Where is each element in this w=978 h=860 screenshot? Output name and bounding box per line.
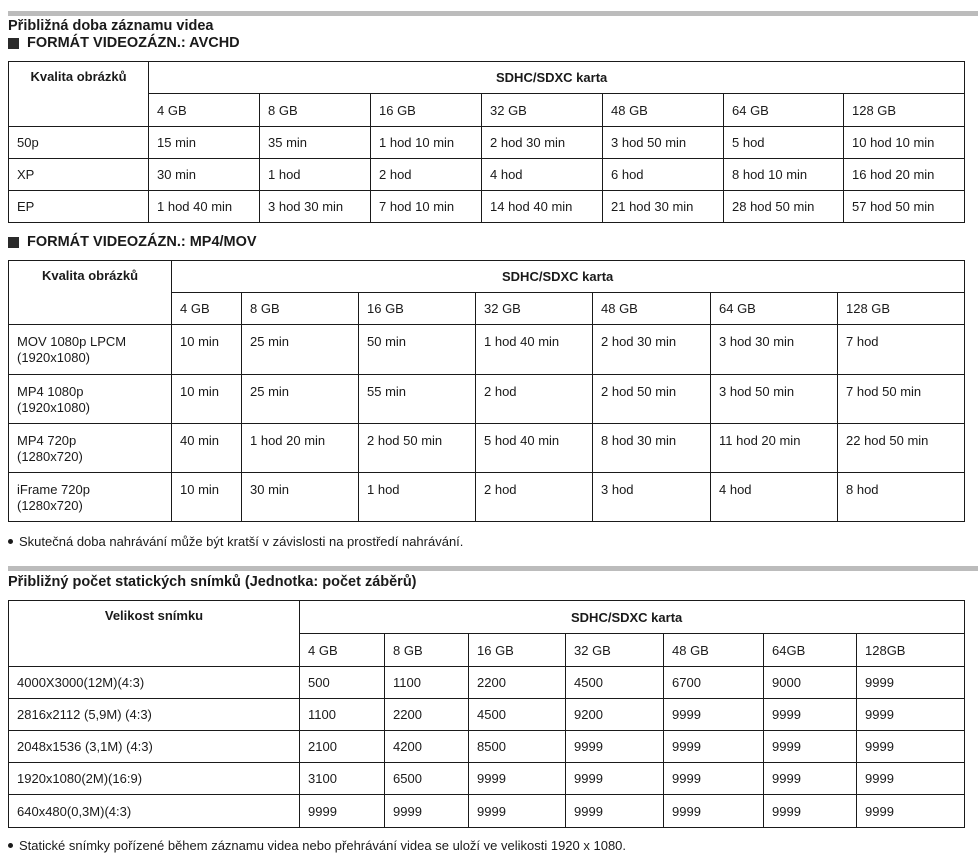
table-cell: 9999 [764, 731, 857, 763]
table-cell: 4500 [469, 699, 566, 731]
capacity-header: 48 GB [593, 293, 711, 325]
table-cell: 30 min [149, 159, 260, 191]
table-cell: 22 hod 50 min [838, 424, 965, 473]
row-name: MP4 720p [17, 433, 77, 448]
table-cell: 3 hod [593, 473, 711, 522]
table-cell: 9000 [764, 667, 857, 699]
capacity-header: 64 GB [711, 293, 838, 325]
card-header: SDHC/SDXC karta [300, 601, 965, 634]
table-cell: 2200 [469, 667, 566, 699]
table-cell: 9999 [566, 795, 664, 828]
table-cell: 3 hod 50 min [603, 127, 724, 159]
capacity-header: 128 GB [838, 293, 965, 325]
table-cell: 9200 [566, 699, 664, 731]
table-cell: 2 hod [476, 473, 593, 522]
capacity-header: 4 GB [300, 634, 385, 667]
table-cell: 6700 [664, 667, 764, 699]
table-cell: 9999 [469, 795, 566, 828]
avchd-table [8, 61, 965, 223]
table-cell: 2 hod [371, 159, 482, 191]
card-header: SDHC/SDXC karta [172, 261, 965, 293]
capacity-header: 8 GB [242, 293, 359, 325]
capacity-header: 4 GB [172, 293, 242, 325]
table-row [9, 795, 965, 828]
table-cell: 2200 [385, 699, 469, 731]
table-cell: 9999 [764, 699, 857, 731]
row-label: 2816x2112 (5,9M) (4:3) [9, 699, 300, 731]
photo-table [8, 600, 965, 828]
capacity-header: 32 GB [482, 94, 603, 127]
table-cell: 35 min [260, 127, 371, 159]
video-note-text: Skutečná doba nahrávání může být kratší v závislosti na prostředí nahrávání. [19, 534, 464, 549]
row-label: EP [9, 191, 149, 223]
capacity-header: 32 GB [476, 293, 593, 325]
table-cell: 1 hod [260, 159, 371, 191]
table-cell: 9999 [857, 763, 965, 795]
table-cell: 1 hod 40 min [476, 325, 593, 375]
row-resolution: (1920x1080) [17, 400, 90, 415]
mp4mov-heading-text: FORMÁT VIDEOZÁZN.: MP4/MOV [27, 234, 257, 250]
row-label [9, 375, 172, 424]
capacity-header: 64GB [764, 634, 857, 667]
table-cell: 15 min [149, 127, 260, 159]
table-cell: 9999 [664, 699, 764, 731]
capacity-header: 16 GB [469, 634, 566, 667]
table-cell: 50 min [359, 325, 476, 375]
table-row [9, 667, 965, 699]
video-note [8, 534, 463, 549]
table-cell: 25 min [242, 325, 359, 375]
table-cell: 8 hod 30 min [593, 424, 711, 473]
section-divider [8, 11, 978, 16]
table-cell: 2 hod 50 min [593, 375, 711, 424]
table-cell: 9999 [764, 763, 857, 795]
table-cell: 9999 [664, 763, 764, 795]
table-cell: 9999 [300, 795, 385, 828]
photo-section-title: Přibližný počet statických snímků (Jednotka: počet záběrů) [8, 574, 417, 590]
mp4mov-heading [8, 234, 257, 251]
table-row [9, 473, 965, 522]
table-cell: 5 hod 40 min [476, 424, 593, 473]
table-cell: 4 hod [711, 473, 838, 522]
table-cell: 6500 [385, 763, 469, 795]
table-cell: 4500 [566, 667, 664, 699]
table-cell: 4 hod [482, 159, 603, 191]
table-row [9, 763, 965, 795]
table-row [9, 191, 965, 223]
bullet-icon [8, 843, 13, 848]
table-cell: 40 min [172, 424, 242, 473]
photo-note-text: Statické snímky pořízené během záznamu videa nebo přehrávání videa se uloží ve velikosti 1920 x 1080. [19, 838, 627, 853]
capacity-header: 8 GB [260, 94, 371, 127]
table-cell: 7 hod 10 min [371, 191, 482, 223]
table-cell: 9999 [385, 795, 469, 828]
table-cell: 10 min [172, 375, 242, 424]
capacity-header: 128GB [857, 634, 965, 667]
capacity-header: 32 GB [566, 634, 664, 667]
table-cell: 14 hod 40 min [482, 191, 603, 223]
table-cell: 11 hod 20 min [711, 424, 838, 473]
card-header: SDHC/SDXC karta [149, 62, 965, 94]
table-cell: 7 hod [838, 325, 965, 375]
capacity-header: 128 GB [844, 94, 965, 127]
row-label: 50p [9, 127, 149, 159]
row-label: 2048x1536 (3,1M) (4:3) [9, 731, 300, 763]
table-cell: 28 hod 50 min [724, 191, 844, 223]
table-cell: 9999 [764, 795, 857, 828]
capacity-header: 16 GB [359, 293, 476, 325]
row-label: 4000X3000(12M)(4:3) [9, 667, 300, 699]
table-cell: 8500 [469, 731, 566, 763]
avchd-heading-text: FORMÁT VIDEOZÁZN.: AVCHD [27, 35, 240, 51]
table-cell: 9999 [566, 731, 664, 763]
table-cell: 9999 [857, 795, 965, 828]
table-cell: 55 min [359, 375, 476, 424]
table-row [9, 127, 965, 159]
row-label [9, 424, 172, 473]
table-cell: 7 hod 50 min [838, 375, 965, 424]
bullet-icon [8, 539, 13, 544]
table-cell: 25 min [242, 375, 359, 424]
row-label: 1920x1080(2M)(16:9) [9, 763, 300, 795]
table-cell: 16 hod 20 min [844, 159, 965, 191]
table-row [9, 731, 965, 763]
table-cell: 10 hod 10 min [844, 127, 965, 159]
table-row [9, 159, 965, 191]
row-label [9, 325, 172, 375]
mp4mov-table [8, 260, 965, 522]
table-cell: 1 hod 10 min [371, 127, 482, 159]
table-cell: 9999 [857, 731, 965, 763]
table-cell: 4200 [385, 731, 469, 763]
table-cell: 3100 [300, 763, 385, 795]
table-cell: 8 hod 10 min [724, 159, 844, 191]
square-bullet-icon [8, 237, 19, 248]
capacity-header: 16 GB [371, 94, 482, 127]
row-name: iFrame 720p [17, 482, 90, 497]
row-label: XP [9, 159, 149, 191]
table-cell: 2 hod 50 min [359, 424, 476, 473]
avchd-heading [8, 35, 240, 52]
capacity-header: 4 GB [149, 94, 260, 127]
table-cell: 2 hod 30 min [593, 325, 711, 375]
row-resolution: (1280x720) [17, 498, 83, 513]
capacity-header: 64 GB [724, 94, 844, 127]
table-cell: 30 min [242, 473, 359, 522]
table-cell: 2100 [300, 731, 385, 763]
row-label: 640x480(0,3M)(4:3) [9, 795, 300, 828]
row-name: MOV 1080p LPCM [17, 334, 127, 349]
table-cell: 6 hod [603, 159, 724, 191]
table-cell: 2 hod 30 min [482, 127, 603, 159]
table-cell: 500 [300, 667, 385, 699]
quality-header: Kvalita obrázků [9, 62, 149, 127]
quality-header: Kvalita obrázků [9, 261, 172, 325]
table-row [9, 699, 965, 731]
size-header: Velikost snímku [9, 601, 300, 667]
table-cell: 9999 [857, 699, 965, 731]
capacity-header: 48 GB [603, 94, 724, 127]
table-cell: 9999 [857, 667, 965, 699]
table-cell: 1 hod 20 min [242, 424, 359, 473]
table-cell: 1100 [385, 667, 469, 699]
row-label [9, 473, 172, 522]
capacity-header: 48 GB [664, 634, 764, 667]
table-cell: 1 hod 40 min [149, 191, 260, 223]
table-cell: 2 hod [476, 375, 593, 424]
table-cell: 5 hod [724, 127, 844, 159]
table-cell: 21 hod 30 min [603, 191, 724, 223]
row-resolution: (1280x720) [17, 449, 83, 464]
photo-note [8, 838, 626, 853]
table-cell: 1 hod [359, 473, 476, 522]
section-divider [8, 566, 978, 571]
table-cell: 9999 [566, 763, 664, 795]
table-cell: 10 min [172, 473, 242, 522]
table-cell: 10 min [172, 325, 242, 375]
table-row [9, 424, 965, 473]
table-cell: 9999 [664, 731, 764, 763]
table-row [9, 375, 965, 424]
table-cell: 1100 [300, 699, 385, 731]
row-resolution: (1920x1080) [17, 350, 90, 365]
table-cell: 9999 [664, 795, 764, 828]
capacity-header: 8 GB [385, 634, 469, 667]
table-cell: 3 hod 30 min [711, 325, 838, 375]
row-name: MP4 1080p [17, 384, 84, 399]
table-cell: 57 hod 50 min [844, 191, 965, 223]
video-section-title: Přibližná doba záznamu videa [8, 18, 214, 34]
table-cell: 8 hod [838, 473, 965, 522]
table-row [9, 325, 965, 375]
table-cell: 3 hod 50 min [711, 375, 838, 424]
table-cell: 3 hod 30 min [260, 191, 371, 223]
table-cell: 9999 [469, 763, 566, 795]
square-bullet-icon [8, 38, 19, 49]
capacity-header-row [9, 94, 965, 127]
